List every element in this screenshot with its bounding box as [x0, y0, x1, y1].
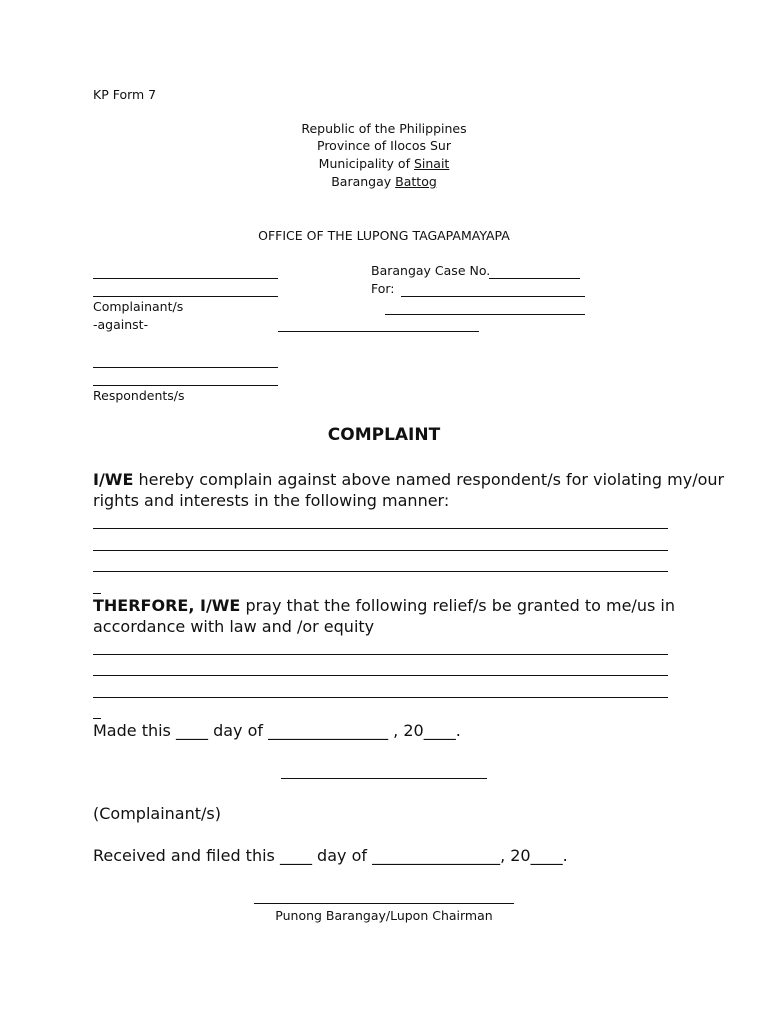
relief-text-line-1: THERFORE, I/WE pray that the following relief/s be granted to me/us in [93, 596, 675, 615]
respondent-line-1[interactable] [93, 367, 278, 368]
barangay-name: Battog [395, 174, 437, 189]
chairman-signature-line[interactable] [254, 903, 514, 904]
complainant-signature-label: (Complainant/s) [93, 804, 221, 823]
complaint-manner-line-2[interactable] [93, 550, 668, 551]
for-line-2[interactable] [385, 314, 585, 315]
respondent-line-2[interactable] [93, 385, 278, 386]
received-filed-line: Received and filed this ____ day of ________________, 20____. [93, 846, 568, 865]
relief-line-3[interactable] [93, 697, 668, 698]
therefore-label: THERFORE, I/WE [93, 596, 241, 615]
relief-text-line-2: accordance with law and /or equity [93, 617, 375, 636]
header-province: Province of Ilocos Sur [317, 138, 451, 153]
form-number: KP Form 7 [93, 87, 157, 102]
relief-line-1[interactable] [93, 654, 668, 655]
municipality-name: Sinait [413, 156, 450, 171]
relief-line-2[interactable] [93, 675, 668, 676]
complaint-text-line-2: rights and interests in the following manner: [93, 491, 450, 510]
header-municipality: Municipality of Sinait [318, 156, 450, 171]
against-label: -against- [93, 317, 149, 332]
complaint-manner-line-1[interactable] [93, 528, 668, 529]
signatory-label: Punong Barangay/Lupon Chairman [275, 908, 493, 923]
header-barangay: Barangay Battog [331, 174, 437, 189]
for-line-3[interactable] [278, 331, 479, 332]
complaint-text-line-1: I/WE hereby complain against above named respondent/s for violating my/our [93, 470, 725, 489]
document-title: COMPLAINT [327, 425, 441, 445]
relief-line-end [93, 718, 101, 719]
office-title: OFFICE OF THE LUPONG TAGAPAMAYAPA [258, 228, 510, 243]
complainants-label: Complainant/s [93, 299, 184, 314]
complainant-line-2[interactable] [93, 296, 278, 297]
complainant-signature-line[interactable] [281, 778, 487, 779]
complaint-manner-line-3[interactable] [93, 571, 668, 572]
for-label: For: [371, 281, 395, 296]
case-no-label: Barangay Case No. [371, 263, 491, 278]
header-republic: Republic of the Philippines [301, 121, 467, 136]
case-no-line[interactable] [489, 278, 580, 279]
complaint-manner-line-end [93, 593, 101, 594]
iwe-label: I/WE [93, 470, 134, 489]
complainant-line-1[interactable] [93, 278, 278, 279]
made-this-line: Made this ____ day of _______________ , 20____. [93, 721, 461, 740]
respondents-label: Respondents/s [93, 388, 185, 403]
for-line-1[interactable] [401, 296, 585, 297]
